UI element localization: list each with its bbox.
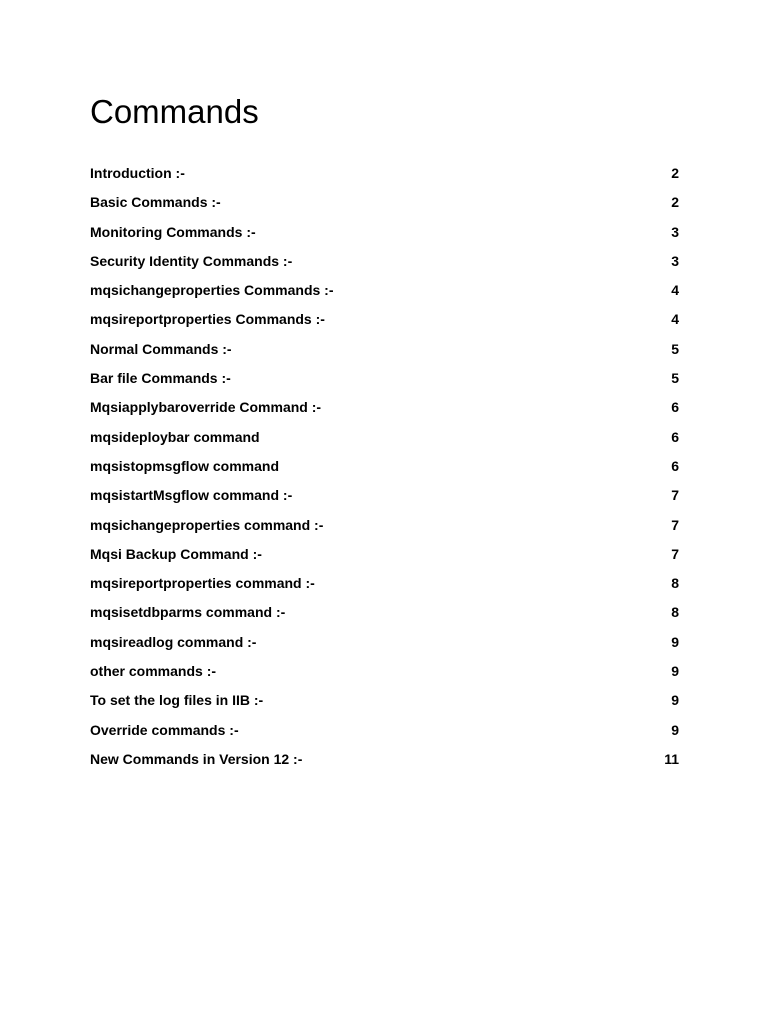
toc-entry-page-number: 2 bbox=[671, 165, 679, 181]
toc-entry-page-number: 6 bbox=[671, 457, 679, 474]
toc-entry-page-number: 8 bbox=[671, 575, 679, 592]
toc-entry-other-commands[interactable] bbox=[90, 658, 679, 687]
toc-entry-basic-commands[interactable] bbox=[90, 189, 679, 218]
toc-entry-label: mqsireadlog command :- bbox=[90, 633, 257, 650]
toc-entry-label: Monitoring Commands :- bbox=[90, 223, 256, 240]
toc-entry-label: mqsichangeproperties Commands :- bbox=[90, 282, 334, 299]
toc-entry-page-number: 5 bbox=[671, 340, 679, 357]
toc-entry-label: Basic Commands :- bbox=[90, 194, 221, 211]
toc-entry-label: Introduction :- bbox=[90, 165, 185, 181]
toc-entry-mqsisetdbparms-command[interactable] bbox=[90, 599, 679, 628]
toc-entry-mqsireadlog-command[interactable] bbox=[90, 629, 679, 658]
toc-entry-mqsistopmsgflow-command[interactable] bbox=[90, 453, 679, 482]
toc-entry-set-log-files[interactable] bbox=[90, 687, 679, 716]
toc-entry-page-number: 9 bbox=[671, 721, 679, 738]
toc-entry-mqsi-backup-command[interactable] bbox=[90, 541, 679, 570]
toc-entry-label: New Commands in Version 12 :- bbox=[90, 750, 303, 767]
toc-entry-bar-file-commands[interactable] bbox=[90, 365, 679, 394]
toc-entry-monitoring-commands[interactable] bbox=[90, 219, 679, 248]
toc-entry-label: Mqsiapplybaroverride Command :- bbox=[90, 399, 322, 416]
toc-entry-page-number: 7 bbox=[671, 545, 679, 562]
toc-entry-label: Mqsi Backup Command :- bbox=[90, 545, 262, 562]
toc-entry-page-number: 7 bbox=[671, 487, 679, 504]
toc-entry-label: Bar file Commands :- bbox=[90, 370, 231, 387]
toc-entry-page-number: 9 bbox=[671, 633, 679, 650]
toc-entry-page-number: 7 bbox=[671, 516, 679, 533]
toc-entry-mqsiapplybaroverride-command[interactable] bbox=[90, 394, 679, 423]
table-of-contents bbox=[90, 160, 679, 775]
toc-entry-label: mqsichangeproperties command :- bbox=[90, 516, 324, 533]
toc-entry-label: mqsistopmsgflow command bbox=[90, 457, 280, 474]
toc-entry-page-number: 4 bbox=[671, 311, 679, 328]
toc-entry-page-number: 3 bbox=[671, 252, 679, 269]
toc-entry-page-number: 11 bbox=[664, 750, 679, 767]
toc-entry-label: mqsireportproperties command :- bbox=[90, 575, 315, 592]
toc-entry-label: mqsideploybar command bbox=[90, 428, 260, 445]
toc-entry-page-number: 6 bbox=[671, 399, 679, 416]
toc-entry-mqsireportproperties-commands[interactable] bbox=[90, 306, 679, 335]
toc-entry-label: other commands :- bbox=[90, 663, 217, 680]
toc-entry-security-identity-commands[interactable] bbox=[90, 248, 679, 277]
toc-entry-page-number: 5 bbox=[671, 370, 679, 387]
toc-entry-mqsireportproperties-command[interactable] bbox=[90, 570, 679, 599]
toc-entry-mqsichangeproperties-commands[interactable] bbox=[90, 277, 679, 306]
toc-entry-introduction[interactable] bbox=[90, 160, 679, 189]
toc-entry-page-number: 9 bbox=[671, 663, 679, 680]
page-title: Commands bbox=[90, 93, 259, 130]
toc-entry-mqsideploybar-command[interactable] bbox=[90, 424, 679, 453]
toc-entry-page-number: 8 bbox=[671, 604, 679, 621]
toc-entry-label: mqsireportproperties Commands :- bbox=[90, 311, 325, 328]
toc-entry-label: Override commands :- bbox=[90, 721, 239, 738]
toc-entry-normal-commands[interactable] bbox=[90, 336, 679, 365]
toc-entry-page-number: 3 bbox=[671, 223, 679, 240]
toc-entry-page-number: 9 bbox=[671, 692, 679, 709]
toc-entry-label: mqsisetdbparms command :- bbox=[90, 604, 286, 621]
toc-entry-page-number: 4 bbox=[671, 282, 679, 299]
toc-entry-page-number: 2 bbox=[671, 194, 679, 211]
toc-entry-mqsistartmsgflow-command[interactable] bbox=[90, 482, 679, 511]
toc-entry-mqsichangeproperties-command[interactable] bbox=[90, 512, 679, 541]
toc-entry-label: Security Identity Commands :- bbox=[90, 252, 293, 269]
toc-entry-override-commands[interactable] bbox=[90, 717, 679, 746]
toc-entry-new-commands-version-12[interactable] bbox=[90, 746, 679, 775]
toc-entry-page-number: 6 bbox=[671, 428, 679, 445]
toc-entry-label: mqsistartMsgflow command :- bbox=[90, 487, 293, 504]
toc-entry-label: Normal Commands :- bbox=[90, 340, 232, 357]
toc-entry-label: To set the log files in IIB :- bbox=[90, 692, 264, 709]
